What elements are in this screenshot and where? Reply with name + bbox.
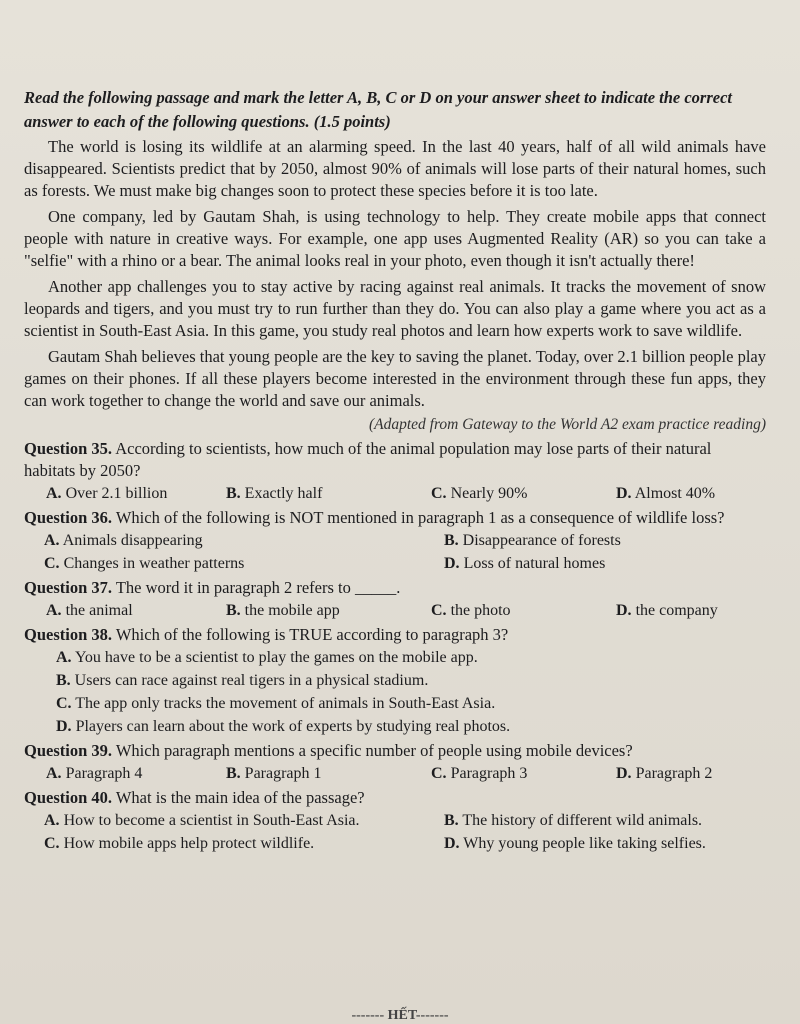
option-b: B. Disappearance of forests bbox=[444, 532, 621, 549]
option-b: B. The history of different wild animals. bbox=[444, 812, 703, 829]
option-c: C. Changes in weather patterns bbox=[44, 555, 245, 572]
option-a: A. You have to be a scientist to play the games on the mobile app. bbox=[56, 649, 478, 666]
option-c: C. the photo bbox=[431, 602, 511, 619]
paragraph-4: Gautam Shah believes that young people are the key to saving the planet. Today, over 2.1 billion people play games on their phones. If all these players become interested in the environment through these fun apps, they can work together to change the world and save our animals. bbox=[24, 347, 766, 410]
option-c: C. How mobile apps help protect wildlife. bbox=[44, 835, 315, 852]
question-text: The word it in paragraph 2 refers to _____. bbox=[115, 578, 401, 597]
question-40 bbox=[24, 787, 766, 809]
option-c: C. Paragraph 3 bbox=[431, 765, 528, 782]
question-text: Which of the following is TRUE according to paragraph 3? bbox=[115, 625, 509, 644]
question-39 bbox=[24, 740, 766, 762]
option-b: B. Users can race against real tigers in a physical stadium. bbox=[56, 672, 429, 689]
options-37 bbox=[24, 599, 766, 622]
question-36 bbox=[24, 507, 766, 529]
option-a: A. Animals disappearing bbox=[44, 532, 203, 549]
question-35 bbox=[24, 438, 766, 482]
option-b: B. Paragraph 1 bbox=[226, 765, 322, 782]
question-number: Question 36. bbox=[24, 508, 113, 527]
option-a: A. the animal bbox=[46, 602, 133, 619]
question-38 bbox=[24, 624, 766, 646]
instruction: Read the following passage and mark the letter A, B, C or D on your answer sheet to indicate the correct answer to each of the following questions. (1.5 points) bbox=[24, 88, 733, 131]
options-35 bbox=[24, 482, 766, 505]
end-marker: ------- HẾT------- bbox=[351, 1008, 449, 1023]
question-37 bbox=[24, 577, 766, 599]
paragraph-1: The world is losing its wildlife at an alarming speed. In the last 40 years, half of all wild animals have disappeared. Scientists predict that by 2050, almost 90% of animals will lose parts of their natural homes, such as forests. We must make big changes soon to protect these species before it is too late. bbox=[24, 137, 766, 200]
option-d: D. the company bbox=[616, 602, 718, 619]
options-40 bbox=[24, 809, 766, 855]
option-c: C. The app only tracks the movement of animals in South-East Asia. bbox=[56, 695, 496, 712]
option-d: D. Players can learn about the work of experts by studying real photos. bbox=[56, 718, 511, 735]
question-text: Which of the following is NOT mentioned in paragraph 1 as a consequence of wildlife loss? bbox=[115, 508, 725, 527]
option-a: A. Over 2.1 billion bbox=[46, 485, 168, 502]
paragraph-3: Another app challenges you to stay active by racing against real animals. It tracks the movement of snow leopards and tigers, and you must try to run further than they do. You can also play a game where you act as a scientist in South-East Asia. In this game, you study real photos and learn how experts work to save wildlife. bbox=[24, 277, 766, 340]
option-d: D. Almost 40% bbox=[616, 485, 716, 502]
question-text: What is the main idea of the passage? bbox=[115, 788, 365, 807]
option-d: D. Loss of natural homes bbox=[444, 555, 606, 572]
option-d: D. Why young people like taking selfies. bbox=[444, 835, 706, 852]
question-text: According to scientists, how much of the animal population may lose parts of their natural habitats by 2050? bbox=[24, 439, 712, 480]
options-36 bbox=[24, 529, 766, 575]
option-c: C. Nearly 90% bbox=[431, 485, 528, 502]
options-39 bbox=[24, 762, 766, 785]
question-number: Question 40. bbox=[24, 788, 113, 807]
option-a: A. How to become a scientist in South-East Asia. bbox=[44, 812, 360, 829]
option-a: A. Paragraph 4 bbox=[46, 765, 143, 782]
option-d: D. Paragraph 2 bbox=[616, 765, 713, 782]
question-number: Question 35. bbox=[24, 439, 113, 458]
question-number: Question 38. bbox=[24, 625, 113, 644]
option-b: B. the mobile app bbox=[226, 602, 340, 619]
options-38 bbox=[24, 646, 766, 738]
question-text: Which paragraph mentions a specific number of people using mobile devices? bbox=[115, 741, 633, 760]
question-number: Question 39. bbox=[24, 741, 113, 760]
source-citation: (Adapted from Gateway to the World A2 exam practice reading) bbox=[368, 416, 766, 433]
question-number: Question 37. bbox=[24, 578, 113, 597]
paragraph-2: One company, led by Gautam Shah, is using technology to help. They create mobile apps that connect people with nature in creative ways. For example, one app uses Augmented Reality (AR) so you can take a "selfie" with a rhino or a bear. The animal looks real in your photo, even though it isn't actually there! bbox=[24, 207, 766, 270]
option-b: B. Exactly half bbox=[226, 485, 323, 502]
